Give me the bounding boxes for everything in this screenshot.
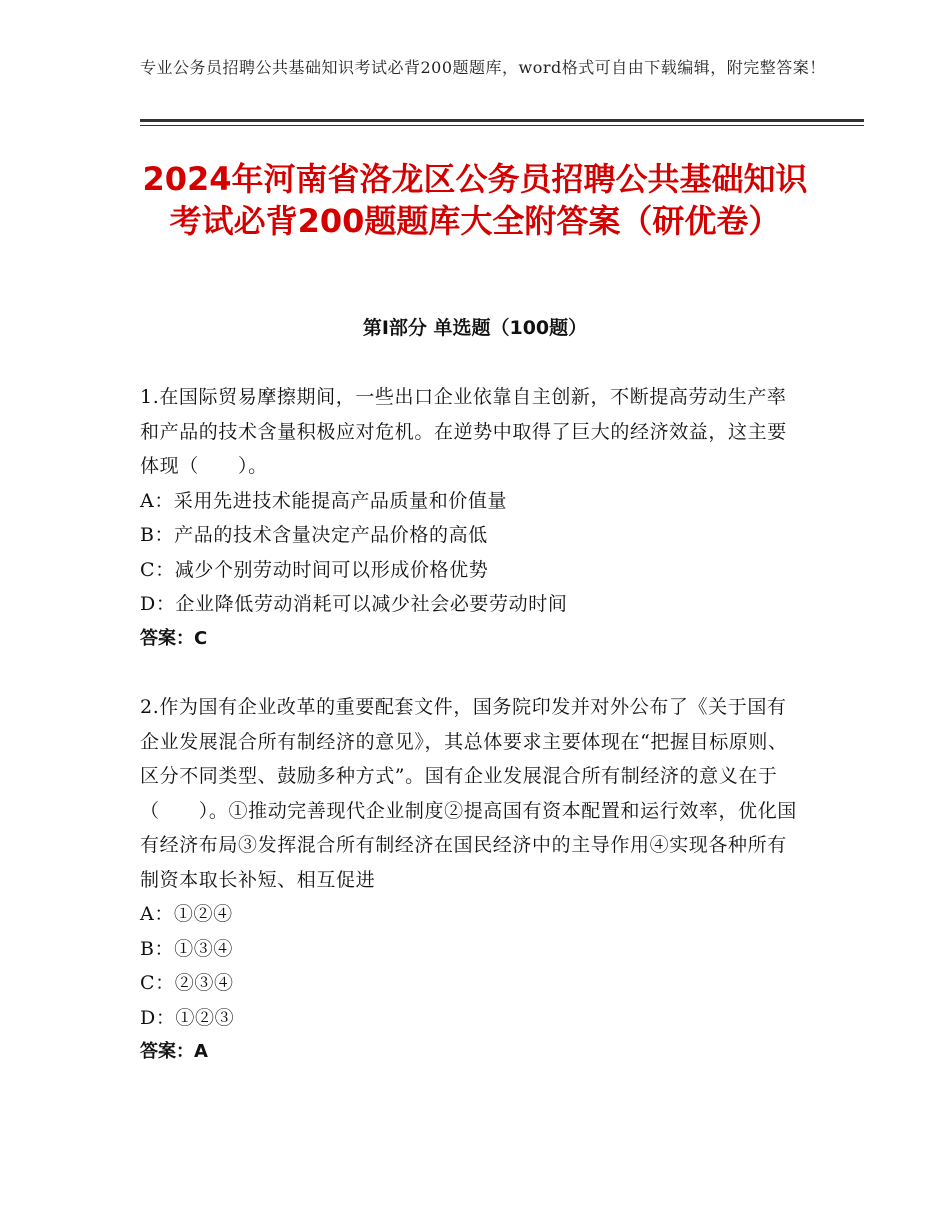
option-a: A：①②④ [140, 903, 233, 925]
question-list [140, 380, 800, 1104]
header-rule-thin [140, 125, 864, 126]
option-c: C：减少个别劳动时间可以形成价格优势 [140, 558, 489, 581]
option-b: B：①③④ [140, 937, 233, 960]
answer: 答案：C [140, 627, 208, 649]
question-2 [140, 690, 800, 1070]
question-stem: 2.作为国有企业改革的重要配套文件，国务院印发并对外公布了《关于国有企业发展混合所有制经济的意见》，其总体要求主要体现在“把握目标原则、区分不同类型、鼓励多种方式”。国有企业发展混合所有制经济的意义在于（ ）。①推动完善现代企业制度②提高国有资本配置和运行效率，优化国有经济布局③发挥混合所有制经济在国民经济中的主导作用④实现各种所有制资本取长补短、相互促进 [140, 696, 797, 891]
question-stem: 1.在国际贸易摩擦期间，一些出口企业依靠自主创新，不断提高劳动生产率和产品的技术含量积极应对危机。在逆势中取得了巨大的经济效益，这主要体现（ ）。 [140, 386, 787, 477]
option-d: D：企业降低劳动消耗可以减少社会必要劳动时间 [140, 593, 568, 615]
option-a: A：采用先进技术能提高产品质量和价值量 [140, 489, 508, 512]
option-d: D：①②③ [140, 1006, 235, 1029]
option-b: B：产品的技术含量决定产品价格的高低 [140, 524, 488, 546]
question-1 [140, 380, 800, 656]
section-heading: 第Ⅰ部分 单选题（100题） [362, 317, 588, 339]
answer: 答案：A [140, 1041, 208, 1062]
document-title: 2024年河南省洛龙区公务员招聘公共基础知识考试必背200题题库大全附答案（研优卷） [142, 160, 808, 240]
header-note: 专业公务员招聘公共基础知识考试必背200题题库，word格式可自由下载编辑，附完整答案！ [140, 58, 826, 77]
option-c: C：②③④ [140, 972, 234, 994]
header-rule-thick [140, 119, 864, 122]
